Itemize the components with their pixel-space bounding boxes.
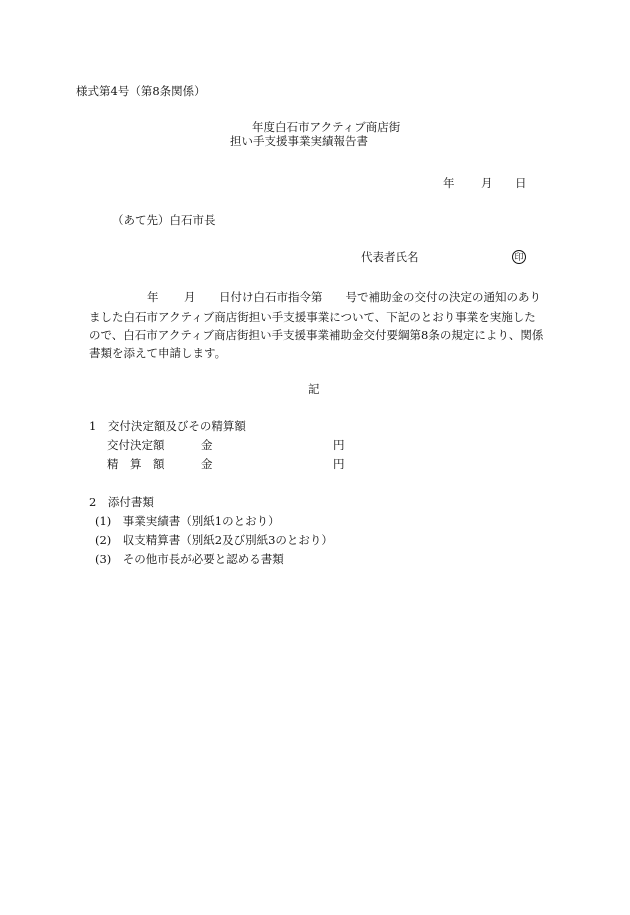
section-1-row-label: 交付決定額 [107, 438, 165, 452]
section-1-row-label: 精 算 額 [107, 457, 165, 471]
section-2-heading: 2 添付書類 [89, 495, 154, 509]
body-line-1: 日付け白石市指令第 号で補助金の交付の決定の通知のあり [219, 290, 541, 304]
representative-label: 代表者氏名 [361, 250, 419, 264]
date-month-label: 月 [481, 176, 493, 190]
attachment-item: (3) その他市長が必要と認める書類 [95, 552, 284, 566]
date-year-label: 年 [443, 176, 455, 190]
ki-heading: 記 [308, 382, 320, 396]
body-line-2: ました白石市アクティブ商店街担い手支援事業について、下記のとおり事業を実施した [89, 310, 536, 324]
section-1-row-unit: 円 [333, 457, 345, 471]
seal-mark-icon: 印 [512, 250, 526, 264]
section-1-heading: 1 交付決定額及びその精算額 [89, 419, 246, 433]
date-day-label: 日 [515, 176, 527, 190]
attachment-item: (2) 収支精算書（別紙2及び別紙3のとおり） [95, 533, 333, 547]
body-line-4: 書類を添えて申請します。 [89, 346, 227, 360]
section-1-row-unit: 円 [333, 438, 345, 452]
body-line-3: ので、白石市アクティブ商店街担い手支援事業補助金交付要綱第8条の規定により、関係 [89, 328, 544, 342]
title-line-1: 年度白石市アクティブ商店街 [252, 120, 401, 134]
section-1-row-prefix: 金 [201, 457, 213, 471]
form-number: 様式第4号（第8条関係） [76, 84, 206, 98]
title-line-2: 担い手支援事業実績報告書 [230, 134, 368, 148]
section-1-row-prefix: 金 [201, 438, 213, 452]
attachment-item: (1) 事業実績書（別紙1のとおり） [95, 514, 280, 528]
addressee: （あて先）白石市長 [112, 213, 216, 227]
body-lead-month: 月 [184, 290, 196, 304]
body-lead-year: 年 [147, 290, 159, 304]
